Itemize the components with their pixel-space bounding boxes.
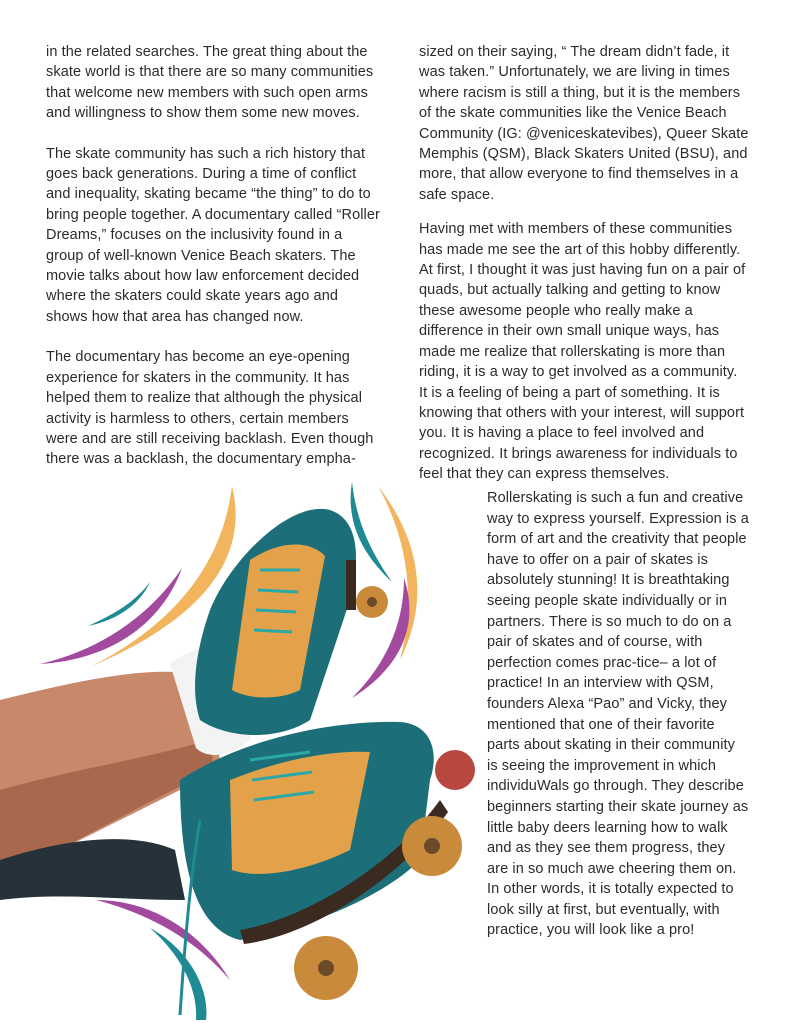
paragraph: The documentary has become an eye-opening experience for skaters in the community. It has helped them to realize that although the physical activity is harmless to others, certain members were and are still receiving backlash. Even though there was a backlash, the documentary empha- bbox=[46, 349, 374, 468]
paragraph: in the related searches. The great thing about the skate world is that there are so many communities that welcome new members with such open arms and willingness to show them some new moves. bbox=[46, 44, 374, 122]
paragraph: Rollerskating is such a fun and creative way to express yourself. Expression is a form of art and the creativity that people have to offer on a pair of skates is absolutely stunning! It is breathtaking seeing people skate individually or in partners. There is so much to do on a pair of skates and of course, with perfection comes prac-tice– a lot of practice! In an interview with QSM, founders Alexa “Pao” and Vicky, they mentioned that one of their favorite parts about skating in their community is seeing the improvement in which individuWals go through. They describe beginners starting their skate journey as little baby deers learning how to walk and as they see them progress, they are in so much awe cheering them on. In other words, it is totally expected to look silly at first, but eventually, with practice, you will look like a pro! bbox=[487, 490, 749, 939]
article-bottom-column bbox=[487, 488, 749, 941]
paragraph: sized on their saying, “ The dream didn’t fade, it was taken.” Unfortunately, we are living in times where racism is still a thing, but it is the members of the skate communities like the Venice Beach Community (IG: @veniceskatevibes), Queer Skate Memphis (QSM), Black Skaters United (BSU), and more, that allow everyone to find themselves in a safe space. bbox=[419, 44, 749, 203]
article-right-column bbox=[419, 42, 749, 485]
paragraph: The skate community has such a rich history that goes back generations. During a time of conflict and inequality, skating became “the thing” to do to bring people together. A documentary called “Roller Dreams,” focuses on the inclusivity found in a group of well-known Venice Beach skaters. The movie talks about how law enforcement decided where the skaters could skate years ago and shows how that area has changed now. bbox=[46, 145, 380, 325]
paragraph: Having met with members of these communities has made me see the art of this hobby differently. At first, I thought it was just having fun on a pair of quads, but actually talking and getting to know these awesome people who really make a difference in their own small unique ways, has made me realize that rollerskating is more than riding, it is a way to get involved as a community. It is a feeling of being a part of something. It is knowing that others with your interest, will support you. It is having a place to feel involved and recognized. It brings awareness for individuals to feel that they can express themselves. bbox=[419, 221, 746, 483]
roller-skates-illustration bbox=[0, 480, 480, 1023]
article-left-column bbox=[46, 42, 382, 470]
wheel bbox=[435, 750, 475, 790]
